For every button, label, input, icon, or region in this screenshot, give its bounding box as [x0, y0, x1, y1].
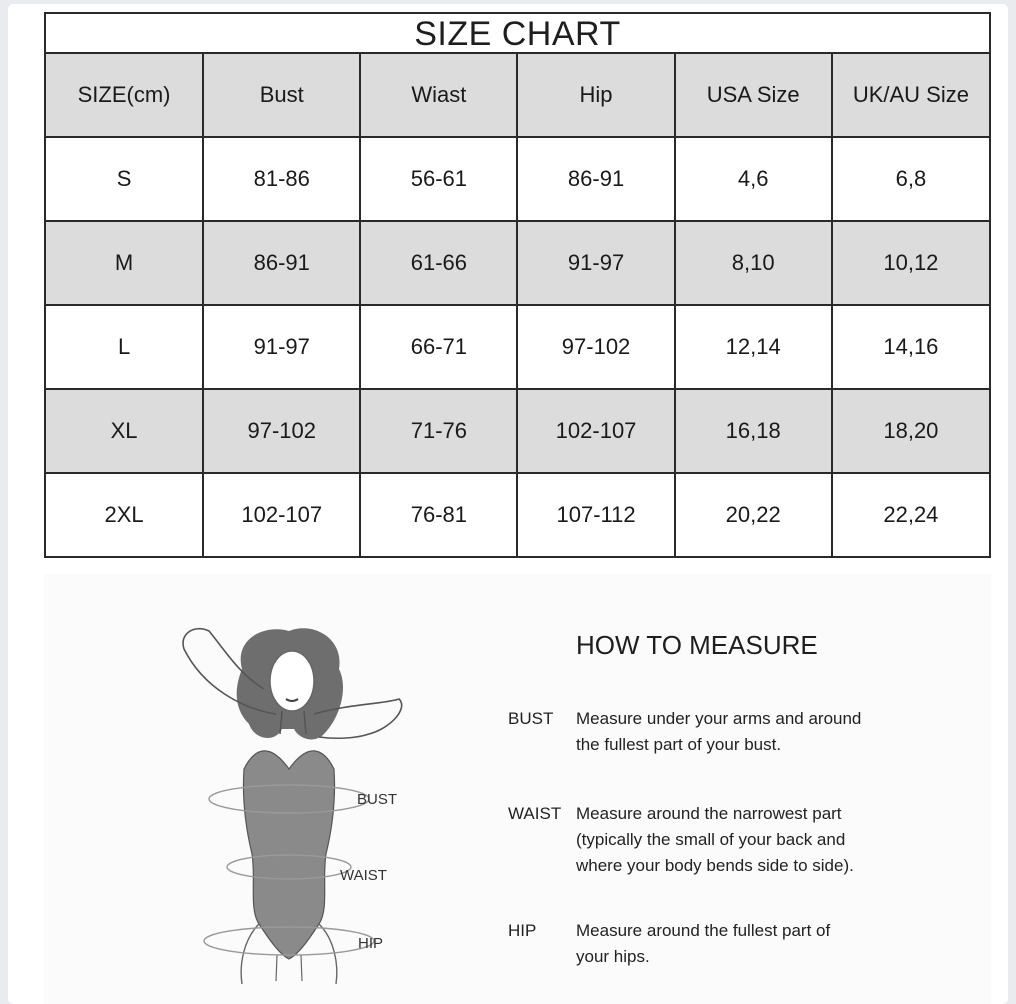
table-cell: 66-71: [360, 305, 517, 389]
table-cell: 81-86: [203, 137, 360, 221]
header-cell: Wiast: [360, 54, 517, 137]
table-cell: 102-107: [517, 389, 674, 473]
measure-line: Measure around the narrowest part: [576, 804, 842, 823]
table-cell: 18,20: [832, 389, 989, 473]
table-row: [46, 389, 989, 473]
measure-text: [576, 918, 916, 970]
header-cell: Hip: [517, 54, 674, 137]
header-cell: UK/AU Size: [832, 54, 989, 137]
body-figure-illustration: [164, 619, 424, 989]
measure-line: (typically the small of your back and: [576, 830, 846, 849]
measure-key: BUST: [508, 709, 554, 728]
how-to-measure-section: [44, 574, 991, 1004]
size-table: [46, 54, 989, 556]
measure-key: HIP: [508, 921, 537, 940]
table-cell: S: [46, 137, 203, 221]
header-cell: USA Size: [675, 54, 832, 137]
measure-line: the fullest part of your bust.: [576, 735, 782, 754]
table-header-row: [46, 54, 989, 137]
table-cell: 91-97: [203, 305, 360, 389]
table-cell: 76-81: [360, 473, 517, 556]
table-cell: 71-76: [360, 389, 517, 473]
header-cell: Bust: [203, 54, 360, 137]
table-cell: 16,18: [675, 389, 832, 473]
how-to-measure-title: HOW TO MEASURE: [576, 630, 818, 660]
hip-figure-label: HIP: [358, 935, 384, 952]
size-chart-title: SIZE CHART: [46, 14, 989, 54]
table-cell: 20,22: [675, 473, 832, 556]
table-cell: 102-107: [203, 473, 360, 556]
table-cell: 97-102: [203, 389, 360, 473]
table-cell: L: [46, 305, 203, 389]
table-cell: 107-112: [517, 473, 674, 556]
table-cell: 4,6: [675, 137, 832, 221]
table-cell: 12,14: [675, 305, 832, 389]
table-cell: 22,24: [832, 473, 989, 556]
table-cell: 14,16: [832, 305, 989, 389]
table-cell: 86-91: [517, 137, 674, 221]
measure-line: where your body bends side to side).: [576, 856, 854, 875]
size-chart: [44, 12, 991, 558]
table-cell: M: [46, 221, 203, 305]
table-row: [46, 221, 989, 305]
table-cell: 56-61: [360, 137, 517, 221]
table-cell: 2XL: [46, 473, 203, 556]
waist-figure-label: WAIST: [340, 867, 387, 884]
table-cell: 8,10: [675, 221, 832, 305]
table-row: [46, 137, 989, 221]
table-cell: 91-97: [517, 221, 674, 305]
table-row: [46, 473, 989, 556]
table-row: [46, 305, 989, 389]
table-cell: 6,8: [832, 137, 989, 221]
page-frame: [8, 4, 1008, 1004]
measure-line: Measure under your arms and around: [576, 709, 862, 728]
measure-text: [576, 706, 916, 758]
table-cell: 97-102: [517, 305, 674, 389]
measure-key: WAIST: [508, 804, 562, 823]
table-cell: 61-66: [360, 221, 517, 305]
measure-line: your hips.: [576, 947, 650, 966]
table-cell: 10,12: [832, 221, 989, 305]
table-cell: 86-91: [203, 221, 360, 305]
measure-text: [576, 801, 916, 879]
bust-figure-label: BUST: [357, 791, 398, 808]
table-cell: XL: [46, 389, 203, 473]
measure-line: Measure around the fullest part of: [576, 921, 831, 940]
header-cell: SIZE(cm): [46, 54, 203, 137]
